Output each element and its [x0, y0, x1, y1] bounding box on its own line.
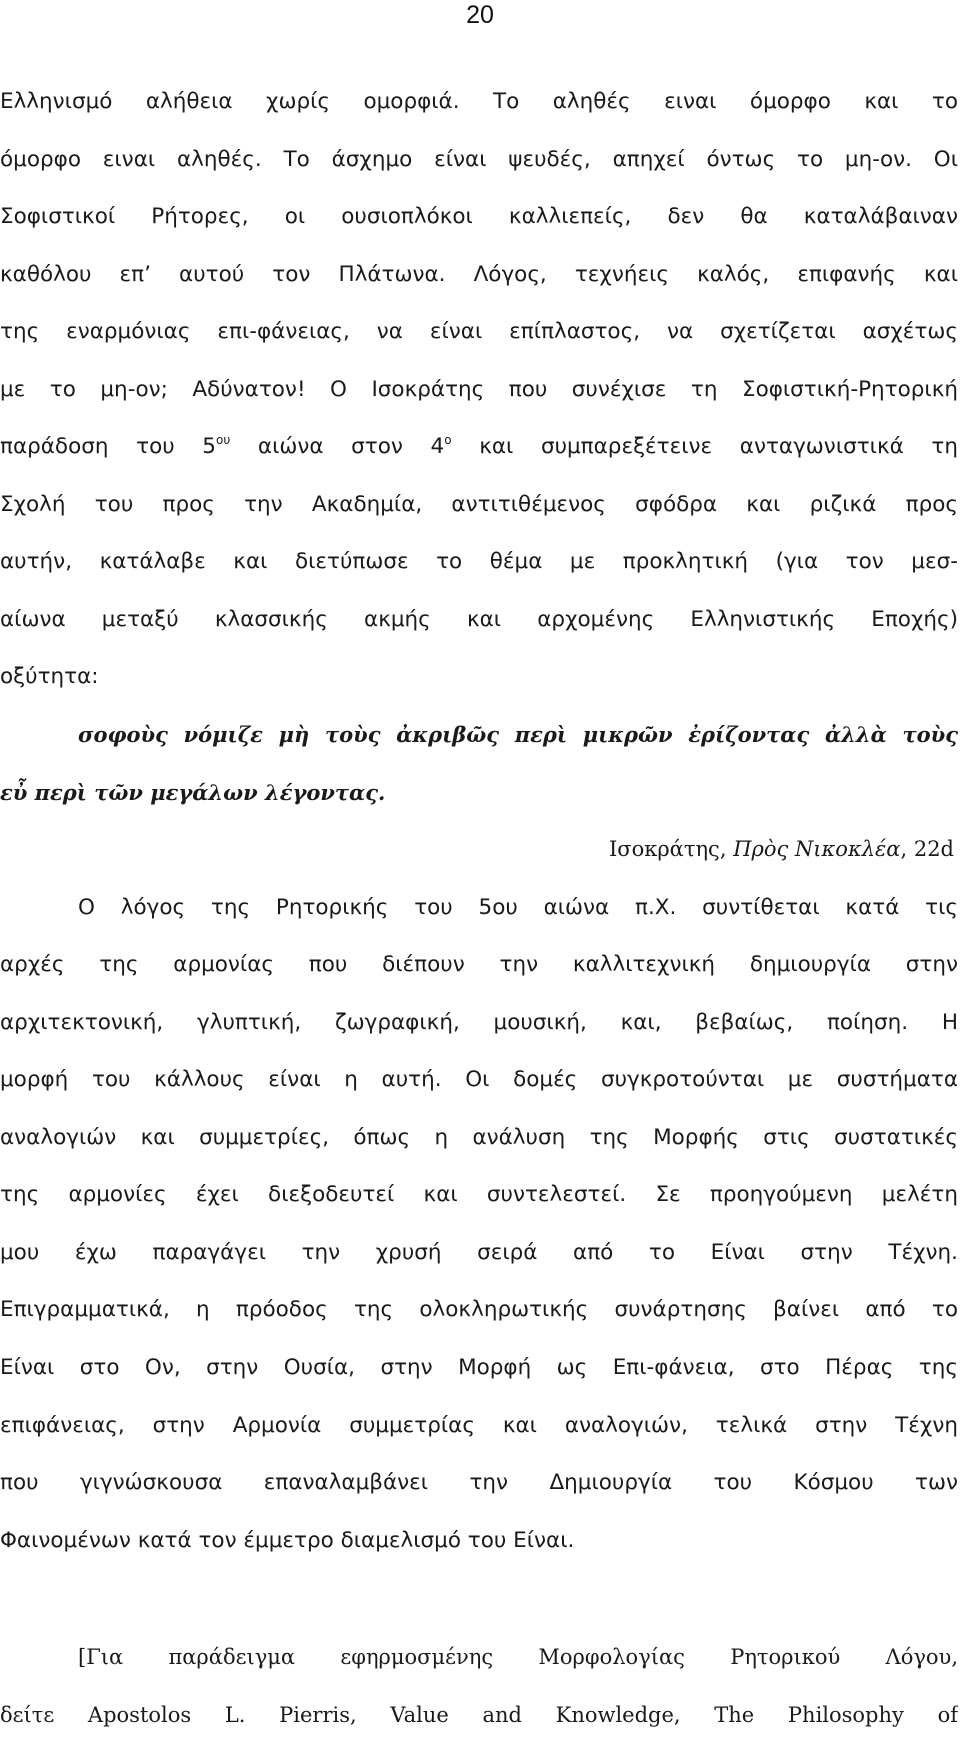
superscript: ου — [215, 433, 231, 448]
page-number: 20 — [466, 1, 494, 29]
text-line: Ο λόγος της Ρητορικής του 5ου αιώνα π.Χ. συντίθεται κατά τις — [78, 894, 958, 920]
superscript: ο — [444, 433, 452, 448]
text-line: αίωνα μεταξύ κλασσικής ακμής και αρχομένης Ελληνιστικής Εποχής) — [0, 606, 958, 632]
text-line: Σχολή του προς την Ακαδημία, αντιτιθέμενος σφόδρα και ριζικά προς — [0, 491, 958, 517]
text-line: με το μη-ον; Αδύνατον! Ο Ισοκράτης που συνέχισε τη Σοφιστική-Ρητορική — [0, 376, 958, 402]
text-span: παράδοση του 5 — [0, 434, 216, 460]
text-line: Σοφιστικοί Ρήτορες, οι ουσιοπλόκοι καλλιεπείς, δεν θα καταλάβαιναν — [0, 204, 958, 230]
text-line: Φαινομένων κατά τον έμμετρο διαμελισμό του Είναι. — [0, 1527, 575, 1553]
quote-line: εὖ περὶ τῶν μεγάλων λέγοντας. — [0, 779, 386, 805]
text-line: οξύτητα: — [0, 664, 99, 690]
quote-line: σοφοὺς νόμιζε μὴ τοὺς ἀκριβῶς περὶ μικρῶν ἐρίζοντας ἀλλὰ τοὺς — [78, 722, 958, 748]
text-line: [Για παράδειγμα εφηρμοσμένης Μορφολογίας Ρητορικού Λόγου, — [78, 1645, 958, 1670]
body-text — [0, 73, 958, 1744]
text-line: αρχιτεκτονική, γλυπτική, ζωγραφική, μουσική, και, βεβαίως, ποίηση. Η — [0, 1009, 958, 1035]
citation — [0, 821, 958, 879]
text-line: επιφάνειας, στην Αρμονία συμμετρίας και αναλογιών, τελικά στην Τέχνη — [0, 1412, 958, 1438]
text-line: Επιγραμματικά, η πρόοδος της ολοκληρωτικής συνάρτησης βαίνει από το — [0, 1297, 958, 1323]
text-line: καθόλου επ’ αυτού τον Πλάτωνα. Λόγος, τεχνήεις καλός, επιφανής και — [0, 261, 958, 287]
text-span: και συμπαρεξέτεινε ανταγωνιστικά τη — [451, 434, 958, 460]
paragraph-gap — [0, 1569, 958, 1629]
text-line: δείτε Apostolos L. Pierris, Value and Knowledge, The Philosophy of — [0, 1702, 958, 1727]
text-line: της αρμονίες έχει διεξοδευτεί και συντελεστεί. Σε προηγούμενη μελέτη — [0, 1182, 958, 1208]
text-line: αυτήν, κατάλαβε και διετύπωσε το θέμα με προκλητική (για τον μεσ- — [0, 549, 958, 575]
text-line-with-superscripts — [0, 418, 958, 476]
text-line: όμορφο ειναι αληθές. Το άσχημο είναι ψευδές, απηχεί όντως το μη-ον. Οι — [0, 146, 958, 172]
citation-ref: , 22d — [900, 837, 954, 862]
text-line: της εναρμόνιας επι-φάνειας, να είναι επίπλαστος, να σχετίζεται ασχέτως — [0, 319, 958, 345]
text-line: μου έχω παραγάγει την χρυσή σειρά από το Είναι στην Τέχνη. — [0, 1239, 958, 1265]
text-line: Είναι στο Ον, στην Ουσία, στην Μορφή ως Επι-φάνεια, στο Πέρας της — [0, 1355, 958, 1381]
text-line: που γιγνώσκουσα επαναλαμβάνει την Δημιουργία του Κόσμου των — [0, 1470, 958, 1496]
text-line: μορφή του κάλλους είναι η αυτή. Οι δομές συγκροτούνται με συστήματα — [0, 1067, 958, 1093]
text-span: αιώνα στον 4 — [230, 434, 445, 460]
text-line: Ελληνισμό αλήθεια χωρίς ομορφιά. Το αληθές ειναι όμορφο και το — [0, 89, 958, 114]
citation-author: Ισοκράτης, — [608, 837, 734, 862]
text-line: αναλογιών και συμμετρίες, όπως η ανάλυση της Μορφής στις συστατικές — [0, 1124, 958, 1150]
text-line: αρχές της αρμονίας που διέπουν την καλλιτεχνική δημιουργία στην — [0, 952, 958, 978]
citation-work: Πρὸς Νικοκλέα — [733, 837, 901, 862]
